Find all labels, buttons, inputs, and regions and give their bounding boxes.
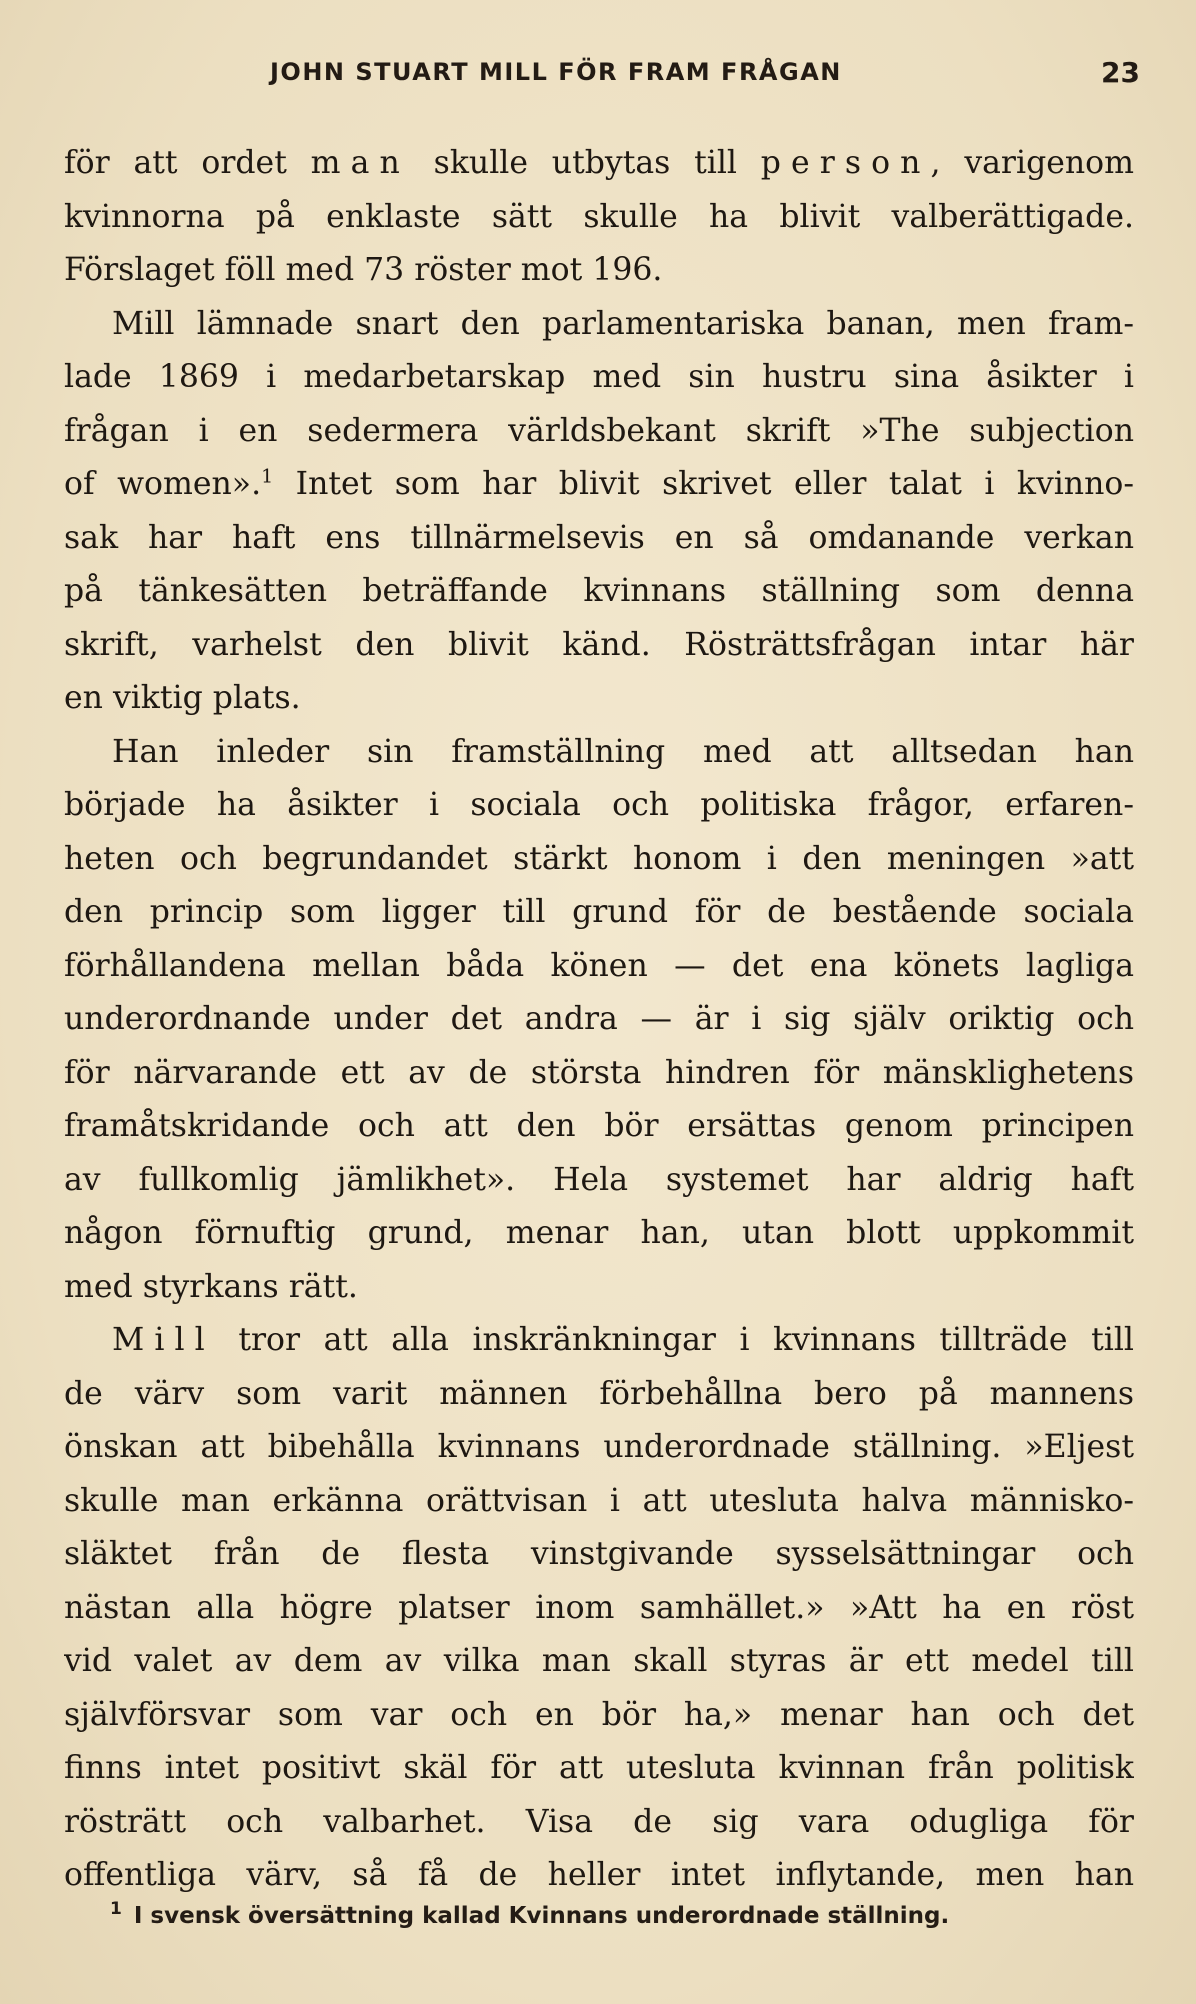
text-line: Mill lämnade snart den parlamentariska banan, men fram- bbox=[112, 305, 1134, 342]
text-line: Han inleder sin framställning med att alltsedan han bbox=[112, 733, 1134, 770]
text-line: framåtskridande och att den bör ersättas genom principen bbox=[64, 1108, 1134, 1144]
text-line: offentliga värv, så få de heller intet inflytande, men han bbox=[64, 1857, 1134, 1893]
text-line: vid valet av dem av vilka man skall styras är ett medel till bbox=[64, 1643, 1134, 1679]
text-line: of women».$^1$ Intet som har blivit skrivet eller talat i kvinno- bbox=[64, 465, 1134, 502]
text-line: frågan i en sedermera världsbekant skrift »The subjection bbox=[64, 412, 1134, 449]
body-text bbox=[64, 137, 1134, 1903]
text-line: lade 1869 i medarbetarskap med sin hustru sina åsikter i bbox=[64, 359, 1134, 395]
footnote-mark: 1 bbox=[110, 1899, 122, 1920]
text-line: heten och begrundandet stärkt honom i den meningen »att bbox=[64, 840, 1134, 877]
spaced-word: person bbox=[760, 145, 931, 181]
text-line: den princip som ligger till grund för de bestående sociala bbox=[64, 894, 1134, 930]
text-line: på tänkesätten beträffande kvinnans ställning som denna bbox=[64, 573, 1134, 609]
text-line: började ha åsikter i sociala och politiska frågor, erfaren- bbox=[64, 787, 1134, 823]
footnote bbox=[110, 1899, 1140, 1929]
text-line: med styrkans rätt. bbox=[64, 1268, 358, 1305]
running-head bbox=[270, 58, 1140, 94]
text-line: förhållandena mellan båda könen — det ena könets lagliga bbox=[64, 947, 1134, 984]
text-line: nästan alla högre platser inom samhället.» »Att ha en röst bbox=[64, 1589, 1134, 1626]
text-line: de värv som varit männen förbehållna bero på mannens bbox=[64, 1375, 1134, 1412]
text-line: finns intet positivt skäl för att utesluta kvinnan från politisk bbox=[64, 1750, 1134, 1786]
text-line: rösträtt och valbarhet. Visa de sig vara odugliga för bbox=[64, 1803, 1134, 1840]
running-title: JOHN STUART MILL FÖR FRAM FRÅGAN bbox=[270, 58, 842, 86]
text-line: önskan att bibehålla kvinnans underordnade ställning. »Eljest bbox=[64, 1429, 1134, 1465]
text-line: för närvarande ett av de största hindren för mänsklighetens bbox=[64, 1054, 1134, 1091]
text-line: Mill tror att alla inskränkningar i kvinnans tillträde till bbox=[112, 1322, 1134, 1358]
text-line: för att ordet man skulle utbytas till person, varigenom bbox=[64, 145, 1134, 181]
text-line: skulle man erkänna orättvisan i att utesluta halva människo- bbox=[64, 1482, 1134, 1519]
text-line: en viktig plats. bbox=[64, 680, 301, 716]
text-line: av fullkomlig jämlikhet». Hela systemet har aldrig haft bbox=[64, 1161, 1134, 1198]
footnote-text: I svensk översättning kallad Kvinnans underordnade ställning. bbox=[133, 1903, 950, 1929]
text-line: självförsvar som var och en bör ha,» menar han och det bbox=[64, 1696, 1134, 1733]
page-number: 23 bbox=[1101, 56, 1140, 89]
text-line: kvinnorna på enklaste sätt skulle ha blivit valberättigade. bbox=[64, 198, 1134, 235]
text-line: sak har haft ens tillnärmelsevis en så omdanande verkan bbox=[64, 519, 1134, 556]
text-line: släktet från de flesta vinstgivande sysselsättningar och bbox=[64, 1536, 1134, 1572]
text-line: underordnande under det andra — är i sig själv oriktig och bbox=[64, 1001, 1134, 1037]
text-line: någon förnuftig grund, menar han, utan blott uppkommit bbox=[64, 1215, 1134, 1251]
spaced-word: Mill bbox=[112, 1322, 215, 1358]
spaced-word: man bbox=[310, 145, 410, 181]
footnote-reference: 1 bbox=[261, 465, 274, 488]
text-line: skrift, varhelst den blivit känd. Rösträttsfrågan intar här bbox=[64, 626, 1134, 663]
text-line: Förslaget föll med 73 röster mot 196. bbox=[64, 252, 663, 288]
